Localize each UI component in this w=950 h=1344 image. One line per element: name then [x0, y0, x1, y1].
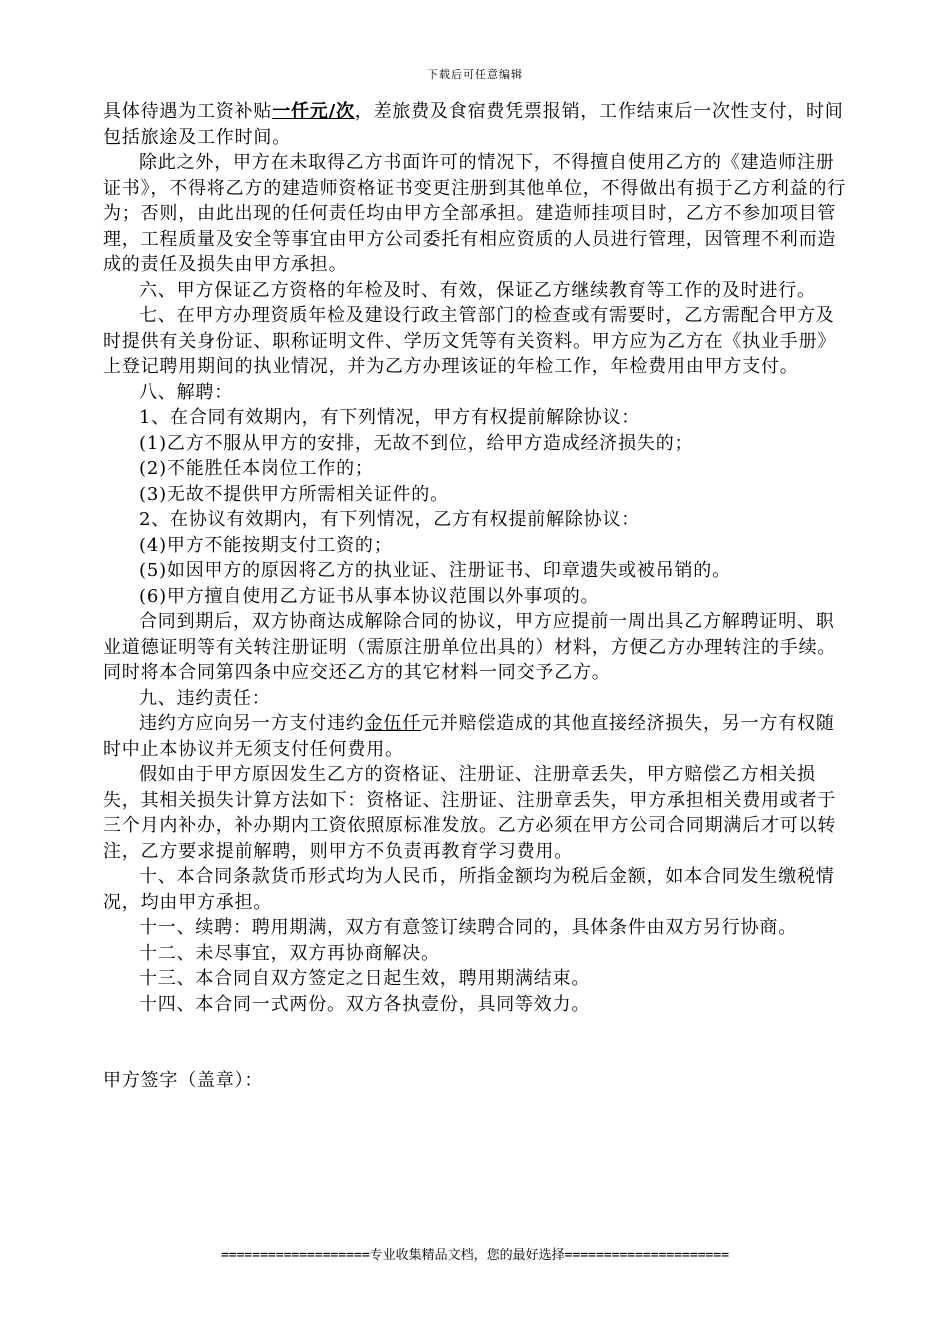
clause-8-sub-4: (4)甲方不能按期支付工资的；	[139, 534, 393, 556]
text-segment: ，差旅费及食宿费凭票报销，工作结束后一次性支付，时间包括旅途及工作时间。	[103, 101, 844, 148]
clause-8-sub-5: (5)如因甲方的原因将乙方的执业证、注册证书、印章遗失或被吊销的。	[139, 560, 731, 581]
paragraph-contract-expiry: 合同到期后，双方协商达成解除合同的协议，甲方应提前一周出具乙方解聘证明、职业道德证明等有关转注册证明（需原注册单位出具的）材料，方便乙方办理转注的手续。同时将本合同第四条中应交还乙方的其它材料一同交予乙方。	[103, 611, 837, 683]
paragraph-loss-compensation: 假如由于甲方原因发生乙方的资格证、注册证、注册章丢失，甲方赔偿乙方相关损失，其相关损失计算方法如下：资格证、注册证、注册章丢失，甲方承担相关费用或者于三个月内补办，补办期内工资依照原标准发放。乙方必须在甲方公司合同期满后才可以转注，乙方要求提前解聘，则甲方不负责再教育学习费用。	[103, 764, 837, 862]
clause-6: 六、甲方保证乙方资格的年检及时、有效，保证乙方继续教育等工作的及时进行。	[139, 279, 816, 301]
clause-11: 十一、续聘：聘用期满，双方有意签订续聘合同的，具体条件由双方另行协商。	[139, 917, 797, 938]
clause-8-item-2: 2、在协议有效期内，有下列情况，乙方有权提前解除协议：	[139, 509, 641, 530]
page-footer-note: ===================专业收集精品文档，您的最好选择=====================	[220, 1248, 730, 1263]
clause-9-heading: 九、违约责任：	[139, 687, 271, 709]
clause-8-sub-6: (6)甲方擅自使用乙方证书从事本协议范围以外事项的。	[139, 585, 600, 607]
paragraph-salary	[103, 99, 853, 150]
clause-10: 十、本合同条款货币形式均为人民币，所指金额均为税后金额，如本合同发生缴税情况，均由甲方承担。	[103, 866, 835, 913]
spacer	[103, 1017, 853, 1068]
text-segment: 元并赔偿造成的其他直接经济损失，另一方有权随时中止本协议并无须支付任何费用。	[103, 713, 835, 760]
clause-12: 十二、未尽事宜，双方再协商解决。	[139, 942, 440, 964]
clause-8-item-1: 1、在合同有效期内，有下列情况，甲方有权提前解除协议：	[139, 407, 641, 428]
underlined-amount: 一仟元/次	[272, 101, 355, 122]
text-segment: 具体待遇为工资补贴	[103, 101, 273, 122]
paragraph-penalty	[103, 711, 853, 762]
clause-8-sub-2: (2)不能胜任本岗位工作的；	[139, 458, 374, 479]
clause-8-sub-1: (1)乙方不服从甲方的安排，无故不到位，给甲方造成经济损失的；	[139, 432, 694, 454]
signature-line: 甲方签字（盖章）：	[103, 1070, 264, 1091]
paragraph-restrictions: 除此之外，甲方在未取得乙方书面许可的情况下，不得擅自使用乙方的《建造师注册证书》，不得将乙方的建造师资格证书变更注册到其他单位，不得做出有损于乙方利益的行为；否则，由此出现的任何责任均由甲方全部承担。建造师挂项目时，乙方不参加项目管理，工程质量及安全等事宜由甲方公司委托有相应资质的人员进行管理，因管理不利而造成的责任及损失由甲方承担。	[103, 152, 846, 275]
page-header-note: 下载后可任意编辑	[427, 68, 523, 81]
clause-8-heading: 八、解聘：	[139, 381, 233, 403]
clause-7: 七、在甲方办理资质年检及建设行政主管部门的检查或有需要时，乙方需配合甲方及时提供有关身份证、职称证明文件、学历文凭等有关资料。甲方应为乙方在《执业手册》上登记聘用期间的执业情况，并为乙方办理该证的年检工作，年检费用由甲方支付。	[103, 305, 837, 377]
clause-13: 十三、本合同自双方签定之日起生效，聘用期满结束。	[139, 968, 591, 989]
underlined-amount: 金伍仟	[364, 713, 422, 734]
document-body	[103, 99, 853, 1094]
clause-14: 十四、本合同一式两份。双方各执壹份，具同等效力。	[139, 993, 591, 1015]
text-segment: 违约方应向另一方支付违约	[139, 713, 365, 734]
clause-8-sub-3: (3)无故不提供甲方所需相关证件的。	[139, 483, 449, 505]
